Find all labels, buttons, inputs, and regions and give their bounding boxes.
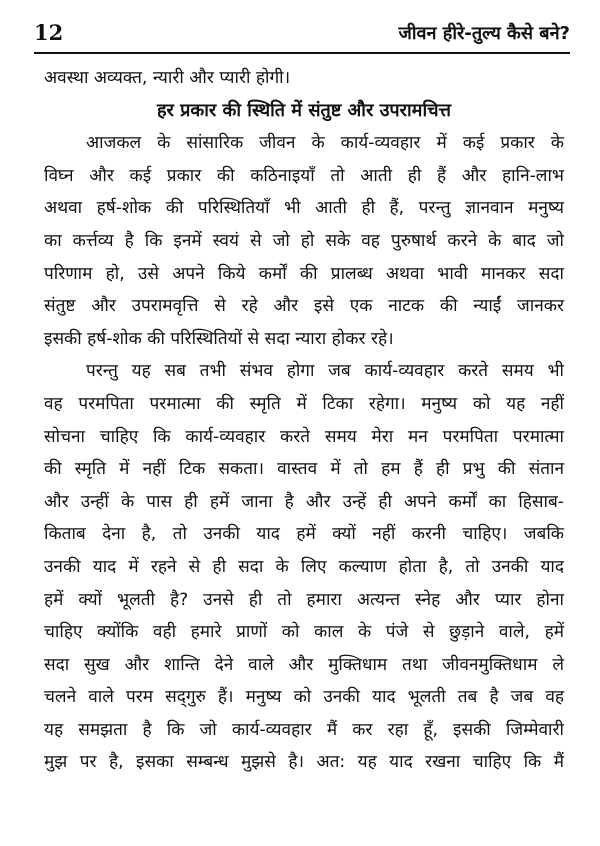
text-line: वह परमपिता परमात्मा की स्मृति में टिका रहेगा। मनुष्य को यह नहीं: [44, 393, 564, 414]
text-line: और उन्हीं के पास ही हमें जाना है और उन्हें ही अपने कर्मों का हिसाब-: [44, 491, 564, 512]
text-line: विघ्न और कई प्रकार की कठिनाइयाँ तो आती ही हैं और हानि-लाभ: [44, 165, 564, 186]
page-body: [44, 62, 564, 779]
text-line: सोचना चाहिए कि कार्य-व्यवहार करते समय मेरा मन परमपिता परमात्मा: [44, 426, 564, 447]
running-title: जीवन हीरे-तुल्य कैसे बने?: [398, 23, 570, 44]
paragraph-1: [44, 127, 564, 355]
text-line: मुझ पर है, इसका सम्बन्ध मुझसे है। अत: यह याद रखना चाहिए कि मैं: [44, 752, 564, 773]
section-heading: हर प्रकार की स्थिति में संतुष्ट और उपरामचित्त: [157, 99, 451, 121]
text-line: चलने वाले परम सद्‌गुरु हैं। मनुष्य को उनकी याद भूलती तब है जब वह: [44, 687, 564, 708]
text-line: का कर्त्तव्य है कि इनमें स्वयं से जो हो सके वह पुरुषार्थ करने के बाद जो: [44, 230, 564, 251]
page-number: 12: [34, 20, 64, 45]
text-line: उनकी याद में रहने से ही सदा के लिए कल्याण होता है, तो उनकी याद: [44, 556, 564, 577]
text-line: हमें क्यों भूलती है? उनसे ही तो हमारा अत्यन्त स्नेह और प्यार होना: [44, 589, 564, 610]
text-line: अथवा हर्ष-शोक की परिस्थितियाँ भी आती ही हैं, परन्तु ज्ञानवान मनुष्य: [44, 198, 564, 219]
text-line: आजकल के सांसारिक जीवन के कार्य-व्यवहार में कई प्रकार के: [86, 133, 564, 154]
text-line: किताब देना है, तो उनकी याद हमें क्यों नहीं करनी चाहिए। जबकि: [44, 524, 564, 545]
text-line: परन्तु यह सब तभी संभव होगा जब कार्य-व्यवहार करते समय भी: [86, 361, 564, 382]
text-line: की स्मृति में नहीं टिक सकता। वास्तव में तो हम हैं ही प्रभु की संतान: [44, 459, 564, 480]
text-line: चाहिए क्योंकि वही हमारे प्राणों को काल के पंजे से छुड़ाने वाले, हमें: [44, 622, 564, 643]
opening-line: अवस्था अव्यक्त, न्यारी और प्यारी होगी।: [44, 68, 291, 88]
page-header: [34, 18, 570, 54]
paragraph-2: [44, 355, 564, 779]
text-line: सदा सुख और शान्ति देने वाले और मुक्तिधाम तथा जीवनमुक्तिधाम ले: [44, 654, 564, 675]
text-line: परिणाम हो, उसे अपने किये कर्मों की प्रालब्ध अथवा भावी मानकर सदा: [44, 263, 564, 284]
text-line: यह समझता है कि जो कार्य-व्यवहार मैं कर रहा हूँ, इसकी जिम्मेवारी: [44, 719, 564, 740]
text-line: संतुष्ट और उपरामवृत्ति से रहे और इसे एक नाटक की न्याईं जानकर: [44, 296, 564, 317]
text-line: इसकी हर्ष-शोक की परिस्थितियों से सदा न्यारा होकर रहे।: [44, 328, 394, 349]
